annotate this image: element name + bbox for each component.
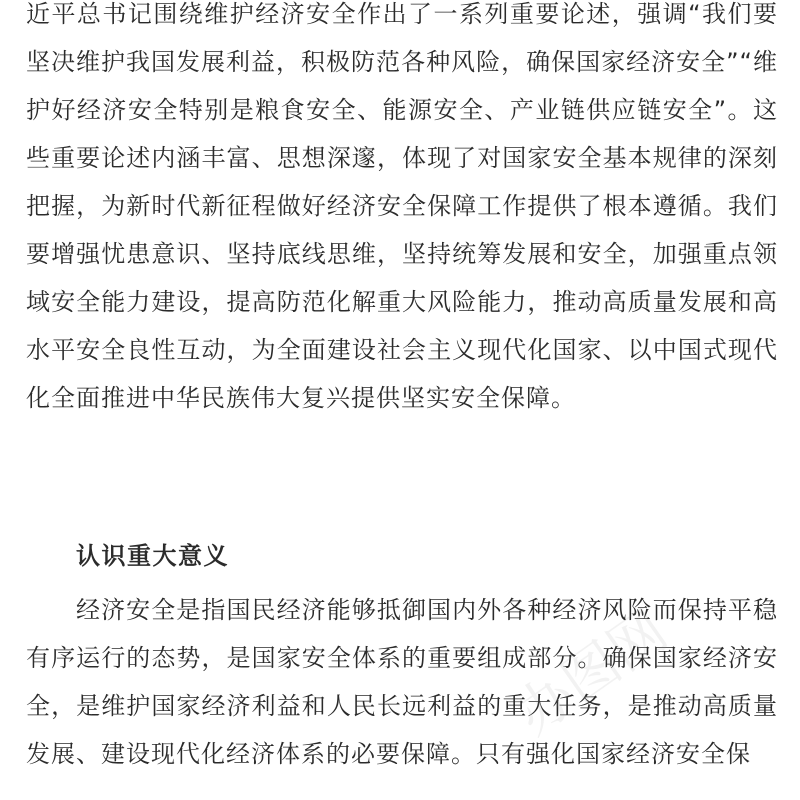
watermark-text: 办图网 bbox=[504, 598, 680, 748]
paragraph-significance: 经济安全是指国民经济能够抵御国内外各种经济风险而保持平稳有序运行的态势，是国家安全体系的重要组成部分。确保国家经济安全，是维护国家经济利益和人民长远利益的重大任务，是推动高质量发展、建设现代化经济体系的必要保障。只有强化国家经济安全保 bbox=[26, 596, 778, 768]
paragraph-intro: 近平总书记围绕维护经济安全作出了一系列重要论述，强调“我们要坚决维护我国发展利益，积极防范各种风险，确保国家经济安全”“维护好经济安全特别是粮食安全、能源安全、产业链供应链安全”。这些重要论述内涵丰富、思想深邃，体现了对国家安全基本规律的深刻把握，为新时代新征程做好经济安全保障工作提供了根本遵循。我们要增强忧患意识、坚持底线思维，坚持统筹发展和安全，加强重点领域安全能力建设，提高防范化解重大风险能力，推动高质量发展和高水平安全良性互动，为全面建设社会主义现代化国家、以中国式现代化全面推进中华民族伟大复兴提供坚实安全保障。 bbox=[26, 0, 778, 412]
section-heading: 认识重大意义 bbox=[76, 542, 229, 570]
